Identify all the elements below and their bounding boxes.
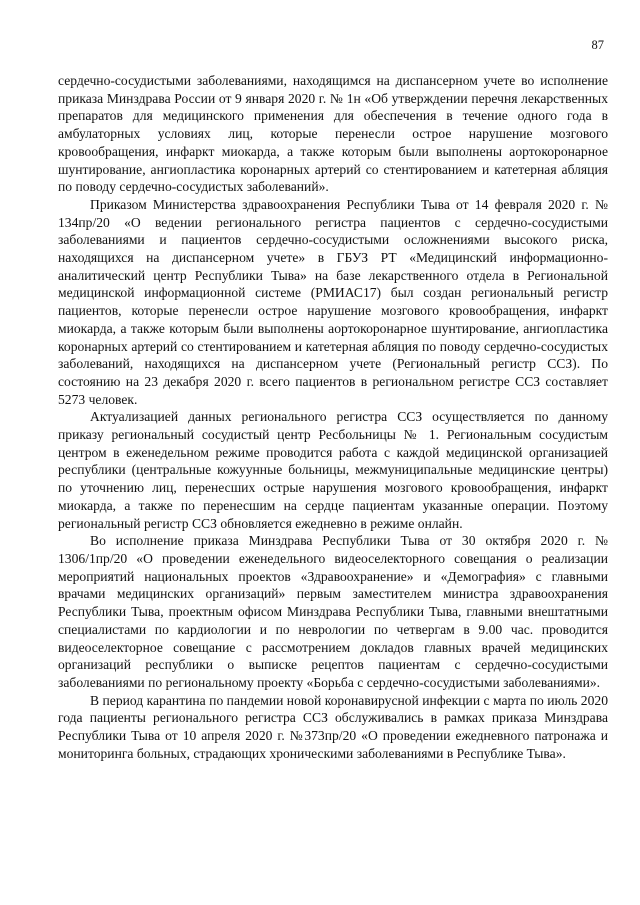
page-number: 87 [591, 38, 604, 52]
paragraph-continuation: сердечно-сосудистыми заболеваниями, находящимся на диспансерном учете во исполнение приказа Минздрава России от 9 января 2020 г. № 1н «Об утверждении перечня лекарственных препаратов для медицинского применения для обеспечения в течение одного года в амбулаторных условиях лиц, которые перенесли острое нарушение мозгового кровообращения, инфаркт миокарда, а также которым были выполнены аортокоронарное шунтирование, ангиопластика коронарных артерий со стентированием и катетерная абляция по поводу сердечно-сосудистых заболеваний». [58, 73, 608, 195]
paragraph-quarantine: В период карантина по пандемии новой коронавирусной инфекции с марта по июль 2020 года пациенты регионального регистра ССЗ обслуживались в рамках приказа Минздрава Республики Тыва от 10 апреля 2020 г. №373пр/20 «О проведении ежедневного патронажа и мониторинга больных, страдающих хроническими заболеваниями в Республике Тыва». [58, 692, 608, 761]
document-body [58, 72, 608, 762]
paragraph-video-meeting: Во исполнение приказа Минздрава Республики Тыва от 30 октября 2020 г. № 1306/1пр/20 «О проведении еженедельного видеоселекторного совещания о реализации мероприятий национальных проектов «Здравоохранение» и «Демография» с главными врачами медицинских организаций» первым заместителем министра здравоохранения Республики Тыва, проектным офисом Минздрава Республики Тыва, главными внештатными специалистами по кардиологии и по неврологии по четвергам в 9.00 час. проводится видеоселекторное совещание с рассмотрением доклaдов главных врачей медицинских организаций республики о выписке рецептов пациентам с сердечно-сосудистыми заболеваниями по региональному проекту «Борьба с сердечно-сосудистыми заболеваниями». [58, 533, 608, 690]
paragraph-registry-order: Приказом Министерства здравоохранения Республики Тыва от 14 февраля 2020 г. № 134пр/20 «О ведении регионального регистра пациентов с сердечно-сосудистыми заболеваниями и пациентов сердечно-сосудистыми осложнениями высокого риска, находящихся на диспансерном учете» в ГБУЗ РТ «Медицинский информационно-аналитический центр Республики Тыва» на базе лекарственного отдела в Региональной медицинской информационной системе (РМИАС17) был создан региональный регистр пациентов, которые перенесли острое нарушение мозгового кровообращения, инфаркт миокарда, а также которым были выполнены аортокоронарное шунтирование, ангиопластика коронарных артерий со стентированием и катетерная абляция по поводу сердечно-сосудистых заболеваний, находящихся на диспансерном учете (Региональный регистр ССЗ). По состоянию на 23 декабря 2020 г. всего пациентов в региональном регистре ССЗ составляет 5273 человек. [58, 196, 608, 407]
paragraph-registry-update: Актуализацией данных регионального регистра ССЗ осуществляется по данному приказу региональный сосудистый центр Ресбольницы № 1. Региональным сосудистым центром в еженедельном режиме проводится работа с каждой медицинской организацией республики (центральные кожуунные больницы, межмуниципальные медицинские центры) по уточнению лиц, перенесших острые нарушения мозгового кровообращения, инфаркт миокарда, а также по перенесшим на сердце пациентам указанные операции. Поэтому региональный регистр ССЗ обновляется ежедневно в режиме онлайн. [58, 409, 608, 531]
